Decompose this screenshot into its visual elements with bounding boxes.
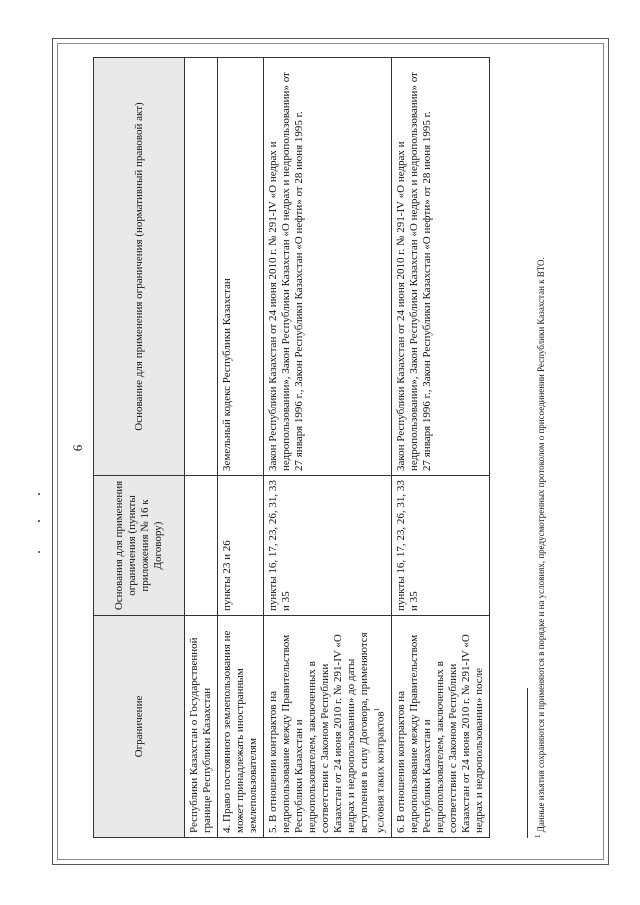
footnote-mark: 1 — [373, 707, 381, 712]
table-row — [185, 58, 218, 838]
header-act: Основание для применения ограничения (нормативный правовой акт) — [94, 58, 185, 476]
row-restriction: Республики Казахстан о Государственной границе Республики Казахстан — [185, 616, 218, 838]
restriction-text: 5. В отношении контрактов на недропользование между Правительством Республики Казахстан и недропользователем, заключенных в соответствии с Законом Республики Казахстан от 24 июня 2010 г. № 291-IV «О недрах и недропользовании» до даты вступления в силу Договора, применяются условия таких контрактов — [267, 632, 387, 833]
table-row — [264, 58, 392, 838]
row-restriction: 6. В отношении контрактов на недропользование между Правительством Республики Казахстан и недропользователем, заключенных в соответствии с Законом Республики Казахстан от 24 июня 2010 г. № 291-IV «О недрах и недропользовании» после — [391, 616, 489, 838]
row-restriction — [264, 616, 392, 838]
footnote-text: Данные изъятия сохраняются и применяются в порядке и на условиях, предусмотренных протоколом о присоединении Республики Казахстан к ВТО. — [536, 257, 546, 835]
header-points: Основания для применения ограничения (пункты приложения № 16 к Договору) — [94, 476, 185, 616]
row-points: пункты 16, 17, 23, 26, 31, 33 и 35 — [264, 476, 392, 616]
footnote — [533, 58, 547, 838]
rotated-page-content — [63, 48, 603, 848]
scan-speck — [38, 493, 40, 495]
row-points: пункты 16, 17, 23, 26, 31, 33 и 35 — [391, 476, 489, 616]
table-row — [218, 58, 264, 838]
scan-speck — [38, 551, 40, 553]
scan-speck — [38, 520, 40, 522]
footnote-number: 1 — [534, 834, 542, 838]
row-act: Закон Республики Казахстан от 24 июня 2010 г. № 291-IV «О недрах и недропользовании», Закон Республики Казахстан «О недрах и недропользовании» от 27 января 1996 г., Закон Республики Казахстан «О нефти» от 28 июня 1995 г. — [391, 58, 489, 476]
footnote-divider — [527, 688, 528, 838]
row-restriction: 4. Право постоянного землепользования не может принадлежать иностранным землепользователям — [218, 616, 264, 838]
page-number: 6 — [70, 444, 85, 452]
table-header-row — [94, 58, 185, 838]
restrictions-table — [93, 57, 490, 838]
header-restriction: Ограничение — [94, 616, 185, 838]
row-act: Закон Республики Казахстан от 24 июня 2010 г. № 291-IV «О недрах и недропользовании», Закон Республики Казахстан «О недрах и недропользовании» от 27 января 1996 г., Закон Республики Казахстан «О нефти» от 28 июня 1995 г. — [264, 58, 392, 476]
row-act: Земельный кодекс Республики Казахстан — [218, 58, 264, 476]
table-row — [391, 58, 489, 838]
row-act — [185, 58, 218, 476]
row-points — [185, 476, 218, 616]
row-points: пункты 23 и 26 — [218, 476, 264, 616]
